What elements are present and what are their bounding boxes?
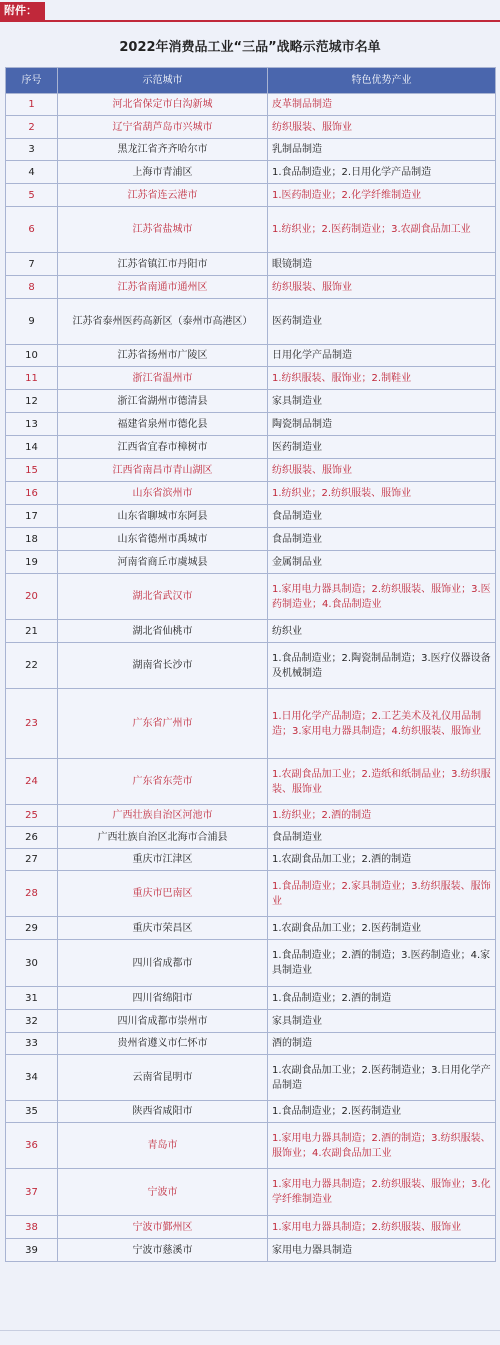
row-city: 宁波市 — [58, 1169, 268, 1216]
table-row — [6, 1055, 496, 1101]
row-industry: 1.食品制造业；2.酒的制造；3.医药制造业；4.家具制造业 — [268, 940, 496, 987]
row-industry: 1.医药制造业；2.化学纤维制造业 — [268, 184, 496, 207]
table-header-row — [6, 68, 496, 94]
row-city: 山东省德州市禹城市 — [58, 528, 268, 551]
row-industry: 皮革制品制造 — [268, 94, 496, 116]
row-city: 湖北省仙桃市 — [58, 620, 268, 643]
row-number: 19 — [6, 551, 58, 574]
row-industry: 1.日用化学产品制造；2.工艺美术及礼仪用品制造；3.家用电力器具制造；4.纺织服装、服饰业 — [268, 689, 496, 759]
table-row — [6, 689, 496, 759]
row-industry: 家具制造业 — [268, 1010, 496, 1033]
row-city: 广西壮族自治区北海市合浦县 — [58, 827, 268, 849]
row-number: 36 — [6, 1123, 58, 1169]
table-row — [6, 827, 496, 849]
row-number: 17 — [6, 505, 58, 528]
row-number: 37 — [6, 1169, 58, 1216]
row-city: 湖南省长沙市 — [58, 643, 268, 689]
row-industry: 1.农副食品加工业；2.造纸和纸制品业；3.纺织服装、服饰业 — [268, 759, 496, 805]
row-industry: 1.农副食品加工业；2.酒的制造 — [268, 849, 496, 871]
table-row — [6, 987, 496, 1010]
row-number: 10 — [6, 345, 58, 367]
row-number: 18 — [6, 528, 58, 551]
row-industry: 家用电力器具制造 — [268, 1239, 496, 1262]
table-row — [6, 1033, 496, 1055]
row-number: 28 — [6, 871, 58, 917]
header-number: 序号 — [6, 68, 58, 94]
row-industry: 医药制造业 — [268, 299, 496, 345]
row-industry: 1.家用电力器具制造；2.纺织服装、服饰业；3.化学纤维制造业 — [268, 1169, 496, 1216]
row-number: 4 — [6, 161, 58, 184]
row-industry: 家具制造业 — [268, 390, 496, 413]
table-row — [6, 528, 496, 551]
row-number: 14 — [6, 436, 58, 459]
header-city: 示范城市 — [58, 68, 268, 94]
row-industry: 1.纺织业；2.医药制造业；3.农副食品加工业 — [268, 207, 496, 253]
table-row — [6, 1216, 496, 1239]
city-list-table — [5, 67, 496, 1262]
table-row — [6, 94, 496, 116]
row-city: 浙江省湖州市德清县 — [58, 390, 268, 413]
row-city: 江西省南昌市青山湖区 — [58, 459, 268, 482]
row-city: 江苏省泰州医药高新区（泰州市高港区） — [58, 299, 268, 345]
row-city: 云南省昆明市 — [58, 1055, 268, 1101]
row-city: 河南省商丘市虞城县 — [58, 551, 268, 574]
row-city: 江西省宜春市樟树市 — [58, 436, 268, 459]
row-industry: 食品制造业 — [268, 505, 496, 528]
row-number: 7 — [6, 253, 58, 276]
row-city: 广西壮族自治区河池市 — [58, 805, 268, 827]
table-row — [6, 917, 496, 940]
row-city: 福建省泉州市德化县 — [58, 413, 268, 436]
row-number: 23 — [6, 689, 58, 759]
row-industry: 1.食品制造业；2.医药制造业 — [268, 1101, 496, 1123]
table-row — [6, 1101, 496, 1123]
row-number: 29 — [6, 917, 58, 940]
table-row — [6, 253, 496, 276]
row-number: 33 — [6, 1033, 58, 1055]
row-city: 江苏省扬州市广陵区 — [58, 345, 268, 367]
row-number: 1 — [6, 94, 58, 116]
row-city: 江苏省镇江市丹阳市 — [58, 253, 268, 276]
row-industry: 1.家用电力器具制造；2.纺织服装、服饰业 — [268, 1216, 496, 1239]
row-city: 江苏省连云港市 — [58, 184, 268, 207]
row-city: 重庆市江津区 — [58, 849, 268, 871]
table-row — [6, 1239, 496, 1262]
table-body — [6, 94, 496, 1262]
row-industry: 1.食品制造业；2.酒的制造 — [268, 987, 496, 1010]
row-number: 16 — [6, 482, 58, 505]
table-row — [6, 805, 496, 827]
header-divider — [0, 20, 500, 22]
row-number: 21 — [6, 620, 58, 643]
row-number: 9 — [6, 299, 58, 345]
document-title: 2022年消费品工业“三品”战略示范城市名单 — [119, 40, 381, 55]
row-city: 河北省保定市白沟新城 — [58, 94, 268, 116]
row-number: 12 — [6, 390, 58, 413]
row-number: 15 — [6, 459, 58, 482]
row-city: 宁波市慈溪市 — [58, 1239, 268, 1262]
row-number: 25 — [6, 805, 58, 827]
table-row — [6, 139, 496, 161]
row-industry: 纺织业 — [268, 620, 496, 643]
row-city: 山东省滨州市 — [58, 482, 268, 505]
row-city: 重庆市荣昌区 — [58, 917, 268, 940]
row-city: 湖北省武汉市 — [58, 574, 268, 620]
table-row — [6, 1169, 496, 1216]
row-city: 重庆市巴南区 — [58, 871, 268, 917]
row-industry: 乳制品制造 — [268, 139, 496, 161]
row-city: 青岛市 — [58, 1123, 268, 1169]
table-row — [6, 505, 496, 528]
table-row — [6, 871, 496, 917]
row-number: 8 — [6, 276, 58, 299]
attachment-header — [0, 0, 500, 22]
row-city: 四川省绵阳市 — [58, 987, 268, 1010]
table-row — [6, 436, 496, 459]
row-industry: 1.食品制造业；2.日用化学产品制造 — [268, 161, 496, 184]
row-number: 31 — [6, 987, 58, 1010]
table-row — [6, 574, 496, 620]
table-row — [6, 276, 496, 299]
table-row — [6, 116, 496, 139]
table-row — [6, 551, 496, 574]
row-industry: 1.食品制造业；2.家具制造业；3.纺织服装、服饰业 — [268, 871, 496, 917]
row-industry: 纺织服装、服饰业 — [268, 459, 496, 482]
row-number: 27 — [6, 849, 58, 871]
table-row — [6, 299, 496, 345]
row-industry: 日用化学产品制造 — [268, 345, 496, 367]
row-city: 江苏省盐城市 — [58, 207, 268, 253]
row-industry: 1.纺织业；2.纺织服装、服饰业 — [268, 482, 496, 505]
table-row — [6, 940, 496, 987]
row-industry: 金属制品业 — [268, 551, 496, 574]
row-industry: 1.家用电力器具制造；2.纺织服装、服饰业；3.医药制造业；4.食品制造业 — [268, 574, 496, 620]
row-number: 6 — [6, 207, 58, 253]
row-city: 山东省聊城市东阿县 — [58, 505, 268, 528]
table-row — [6, 459, 496, 482]
table-row — [6, 184, 496, 207]
row-city: 辽宁省葫芦岛市兴城市 — [58, 116, 268, 139]
row-number: 2 — [6, 116, 58, 139]
row-industry: 纺织服装、服饰业 — [268, 116, 496, 139]
row-number: 13 — [6, 413, 58, 436]
row-industry: 纺织服装、服饰业 — [268, 276, 496, 299]
row-number: 38 — [6, 1216, 58, 1239]
row-industry: 1.食品制造业；2.陶瓷制品制造；3.医疗仪器设备及机械制造 — [268, 643, 496, 689]
row-number: 34 — [6, 1055, 58, 1101]
row-industry: 1.农副食品加工业；2.医药制造业 — [268, 917, 496, 940]
row-industry: 食品制造业 — [268, 827, 496, 849]
row-city: 黑龙江省齐齐哈尔市 — [58, 139, 268, 161]
table-row — [6, 759, 496, 805]
table-row — [6, 345, 496, 367]
row-industry: 眼镜制造 — [268, 253, 496, 276]
row-number: 11 — [6, 367, 58, 390]
row-industry: 医药制造业 — [268, 436, 496, 459]
table-row — [6, 390, 496, 413]
row-industry: 陶瓷制品制造 — [268, 413, 496, 436]
row-number: 24 — [6, 759, 58, 805]
row-industry: 1.家用电力器具制造；2.酒的制造；3.纺织服装、服饰业；4.农副食品加工业 — [268, 1123, 496, 1169]
header-industry: 特色优势产业 — [268, 68, 496, 94]
attachment-label: 附件： — [0, 2, 45, 20]
table-row — [6, 643, 496, 689]
row-city: 宁波市鄞州区 — [58, 1216, 268, 1239]
row-city: 四川省成都市 — [58, 940, 268, 987]
bottom-divider — [0, 1330, 500, 1331]
table-row — [6, 413, 496, 436]
table-row — [6, 207, 496, 253]
row-number: 32 — [6, 1010, 58, 1033]
table-row — [6, 1010, 496, 1033]
table-row — [6, 620, 496, 643]
row-industry: 1.纺织服装、服饰业；2.制鞋业 — [268, 367, 496, 390]
table-row — [6, 849, 496, 871]
row-number: 39 — [6, 1239, 58, 1262]
row-number: 5 — [6, 184, 58, 207]
row-city: 贵州省遵义市仁怀市 — [58, 1033, 268, 1055]
table-row — [6, 1123, 496, 1169]
row-industry: 1.农副食品加工业；2.医药制造业；3.日用化学产品制造 — [268, 1055, 496, 1101]
table-row — [6, 367, 496, 390]
row-city: 浙江省温州市 — [58, 367, 268, 390]
row-number: 22 — [6, 643, 58, 689]
row-number: 26 — [6, 827, 58, 849]
row-number: 3 — [6, 139, 58, 161]
row-industry: 1.纺织业；2.酒的制造 — [268, 805, 496, 827]
table-row — [6, 482, 496, 505]
row-city: 广东省广州市 — [58, 689, 268, 759]
row-city: 广东省东莞市 — [58, 759, 268, 805]
row-number: 20 — [6, 574, 58, 620]
row-industry: 酒的制造 — [268, 1033, 496, 1055]
row-city: 上海市青浦区 — [58, 161, 268, 184]
row-city: 陕西省咸阳市 — [58, 1101, 268, 1123]
row-number: 30 — [6, 940, 58, 987]
table-row — [6, 161, 496, 184]
row-city: 江苏省南通市通州区 — [58, 276, 268, 299]
row-industry: 食品制造业 — [268, 528, 496, 551]
row-city: 四川省成都市崇州市 — [58, 1010, 268, 1033]
row-number: 35 — [6, 1101, 58, 1123]
